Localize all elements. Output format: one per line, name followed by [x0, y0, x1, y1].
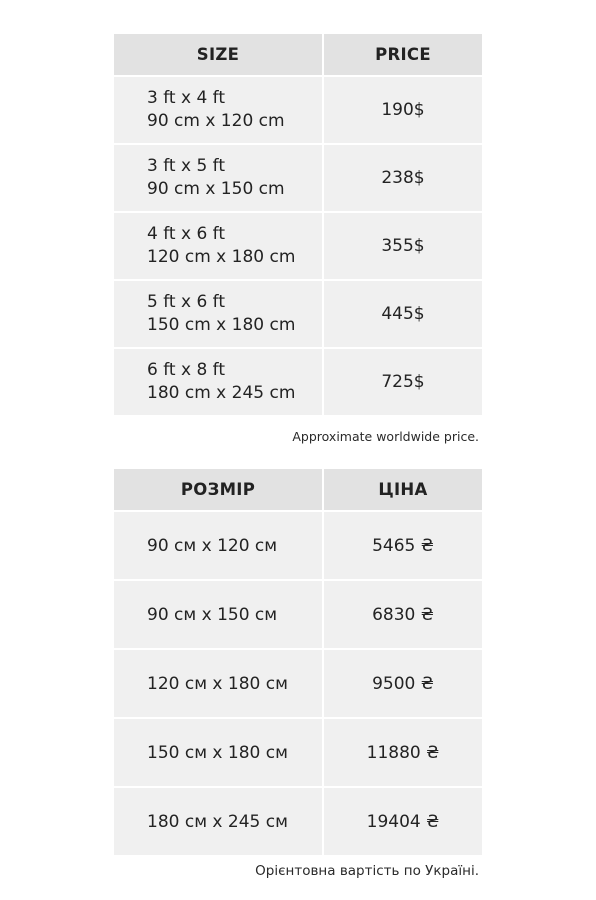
size-centimeters: 120 cm x 180 cm [147, 247, 296, 267]
size-column-header: SIZE [114, 34, 323, 76]
price-column-header: PRICE [323, 34, 482, 76]
price-cell: 238$ [323, 144, 482, 212]
table-row [114, 649, 482, 718]
price-cell: 9500 ₴ [323, 649, 482, 718]
table-row [114, 348, 482, 415]
size-cell [114, 144, 323, 212]
table-row [114, 718, 482, 787]
size-feet: 5 ft x 6 ft [147, 292, 226, 312]
table-header-row [114, 34, 482, 76]
size-centimeters: 150 cm x 180 cm [147, 315, 296, 335]
size-cell: 120 см х 180 см [114, 649, 323, 718]
size-cell: 90 см х 150 см [114, 580, 323, 649]
price-column-header: ЦІНА [323, 469, 482, 511]
size-cell [114, 212, 323, 280]
price-cell: 445$ [323, 280, 482, 348]
size-feet: 6 ft x 8 ft [147, 360, 226, 380]
price-cell: 6830 ₴ [323, 580, 482, 649]
size-cell [114, 76, 323, 144]
price-cell: 355$ [323, 212, 482, 280]
size-column-header: РОЗМІР [114, 469, 323, 511]
price-cell: 190$ [323, 76, 482, 144]
size-feet: 4 ft x 6 ft [147, 224, 226, 244]
table-row [114, 144, 482, 212]
table-row [114, 280, 482, 348]
worldwide-price-note: Approximate worldwide price. [292, 429, 479, 444]
size-cell [114, 280, 323, 348]
ukraine-price-table [114, 469, 482, 855]
worldwide-price-table [114, 34, 482, 415]
table-header-row [114, 469, 482, 511]
table-row [114, 212, 482, 280]
table-row [114, 580, 482, 649]
price-cell: 19404 ₴ [323, 787, 482, 855]
price-cell: 725$ [323, 348, 482, 415]
price-cell: 5465 ₴ [323, 511, 482, 580]
size-centimeters: 90 cm x 120 cm [147, 111, 285, 131]
price-cell: 11880 ₴ [323, 718, 482, 787]
ukraine-price-note: Орієнтовна вартість по Україні. [255, 863, 479, 879]
table-row [114, 76, 482, 144]
size-cell: 150 см х 180 см [114, 718, 323, 787]
size-centimeters: 180 cm x 245 cm [147, 383, 296, 403]
size-centimeters: 90 cm x 150 cm [147, 179, 285, 199]
size-feet: 3 ft x 4 ft [147, 88, 226, 108]
size-cell: 180 см х 245 см [114, 787, 323, 855]
table-row [114, 511, 482, 580]
table-row [114, 787, 482, 855]
size-feet: 3 ft x 5 ft [147, 156, 226, 176]
size-cell [114, 348, 323, 415]
size-cell: 90 см х 120 см [114, 511, 323, 580]
